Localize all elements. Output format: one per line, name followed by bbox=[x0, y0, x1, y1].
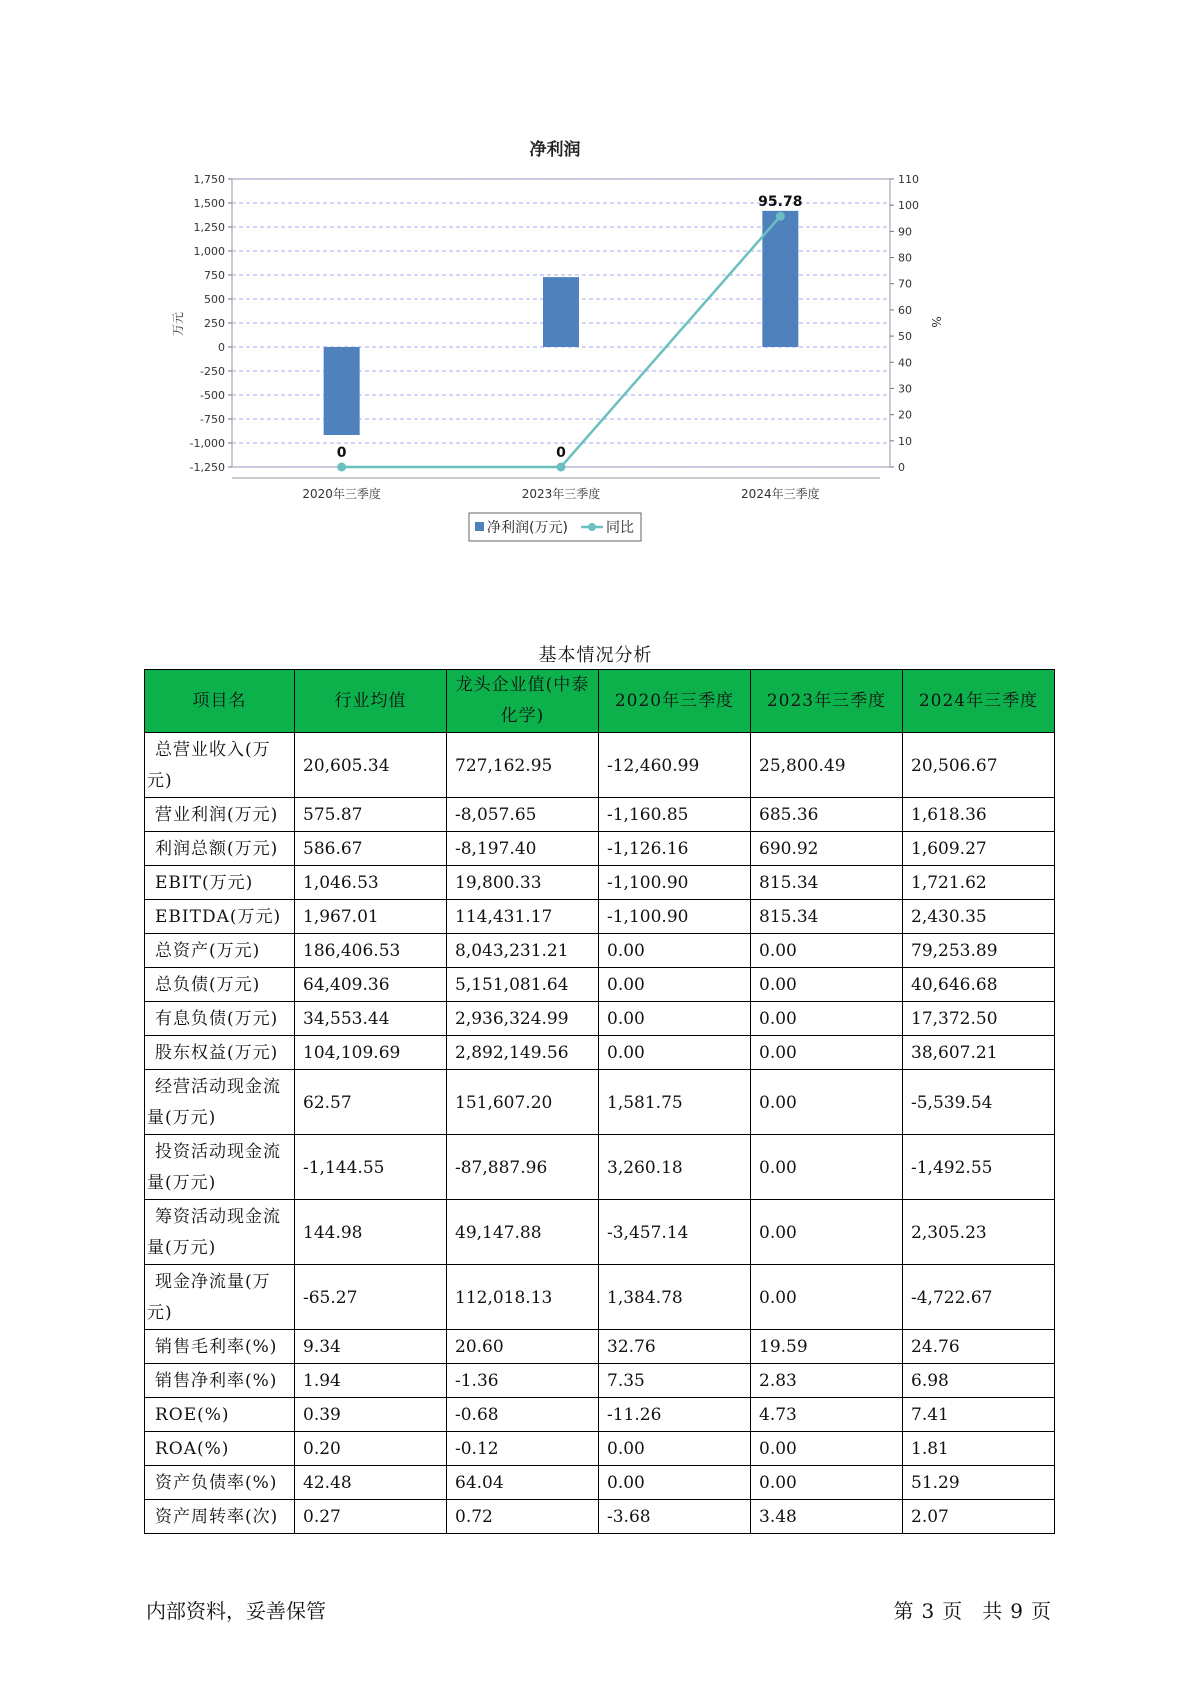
row-label bbox=[145, 1364, 295, 1398]
row-label bbox=[145, 798, 295, 832]
cell-value: 51.29 bbox=[903, 1466, 1055, 1500]
table-row bbox=[145, 733, 1055, 798]
cell-value: -1,160.85 bbox=[599, 798, 751, 832]
y-right-axis-label: % bbox=[929, 316, 943, 328]
y-tick-label: -500 bbox=[200, 389, 225, 402]
cell-value: 0.00 bbox=[751, 1432, 903, 1466]
cell-value: -1,100.90 bbox=[599, 900, 751, 934]
y-tick-label: -250 bbox=[200, 365, 225, 378]
legend-line-label: 同比 bbox=[606, 520, 634, 536]
bar bbox=[543, 277, 579, 347]
cell-value: -1,492.55 bbox=[903, 1135, 1055, 1200]
cell-value: -3,457.14 bbox=[599, 1200, 751, 1265]
y-tick-label: 1,500 bbox=[193, 197, 225, 210]
table-row bbox=[145, 1364, 1055, 1398]
table-row bbox=[145, 1330, 1055, 1364]
cell-value: 0.00 bbox=[599, 1432, 751, 1466]
y-tick-label: 500 bbox=[204, 293, 225, 306]
row-label bbox=[145, 1070, 295, 1135]
header-2023q3: 2023年三季度 bbox=[751, 670, 903, 733]
cell-value: 34,553.44 bbox=[295, 1002, 447, 1036]
cell-value: -11.26 bbox=[599, 1398, 751, 1432]
cell-value: 32.76 bbox=[599, 1330, 751, 1364]
y-right-tick-label: 30 bbox=[898, 382, 912, 396]
y-right-tick-label: 20 bbox=[898, 408, 912, 422]
y-axis-label: 万元 bbox=[171, 311, 185, 337]
table-row bbox=[145, 900, 1055, 934]
cell-value: 0.27 bbox=[295, 1500, 447, 1534]
analysis-table bbox=[144, 669, 1055, 1534]
cell-value: 1,046.53 bbox=[295, 866, 447, 900]
row-label bbox=[145, 934, 295, 968]
row-label-text: 资产负债率(%) bbox=[155, 1473, 278, 1493]
cell-value: -0.68 bbox=[447, 1398, 599, 1432]
cell-value: 2,305.23 bbox=[903, 1200, 1055, 1265]
cell-value: 0.00 bbox=[751, 1036, 903, 1070]
cell-value: -0.12 bbox=[447, 1432, 599, 1466]
cell-value: 3.48 bbox=[751, 1500, 903, 1534]
row-label bbox=[145, 1265, 295, 1330]
table-row bbox=[145, 1002, 1055, 1036]
row-label-text: 资产周转率(次) bbox=[155, 1507, 279, 1527]
cell-value: 727,162.95 bbox=[447, 733, 599, 798]
header-2020q3: 2020年三季度 bbox=[599, 670, 751, 733]
cell-value: 8,043,231.21 bbox=[447, 934, 599, 968]
net-profit-chart bbox=[150, 140, 1050, 600]
cell-value: 25,800.49 bbox=[751, 733, 903, 798]
table-row bbox=[145, 866, 1055, 900]
cell-value: 186,406.53 bbox=[295, 934, 447, 968]
cell-value: 0.00 bbox=[751, 1265, 903, 1330]
cell-value: -1.36 bbox=[447, 1364, 599, 1398]
row-label-text: 经营活动现金流量(万元) bbox=[147, 1077, 281, 1128]
cell-value: 575.87 bbox=[295, 798, 447, 832]
cell-value: -8,197.40 bbox=[447, 832, 599, 866]
cell-value: 20,605.34 bbox=[295, 733, 447, 798]
cell-value: 20,506.67 bbox=[903, 733, 1055, 798]
y-right-tick-label: 80 bbox=[898, 251, 912, 265]
cell-value: 19.59 bbox=[751, 1330, 903, 1364]
table-row bbox=[145, 1398, 1055, 1432]
table-body bbox=[145, 733, 1055, 1534]
row-label-text: 总营业收入(万元) bbox=[147, 740, 271, 791]
footer-confidential-note: 内部资料，妥善保管 bbox=[146, 1599, 326, 1623]
cell-value: -87,887.96 bbox=[447, 1135, 599, 1200]
cell-value: -8,057.65 bbox=[447, 798, 599, 832]
row-label-text: ROE(%) bbox=[155, 1405, 230, 1425]
line-point bbox=[776, 212, 785, 221]
y-tick-label: 1,250 bbox=[193, 221, 225, 234]
header-industry-avg: 行业均值 bbox=[295, 670, 447, 733]
cell-value: 5,151,081.64 bbox=[447, 968, 599, 1002]
cell-value: 0.72 bbox=[447, 1500, 599, 1534]
legend-bar-label: 净利润(万元) bbox=[487, 520, 568, 536]
y-tick-label: 1,750 bbox=[193, 173, 225, 186]
cell-value: 1,618.36 bbox=[903, 798, 1055, 832]
table-row bbox=[145, 1466, 1055, 1500]
line-point bbox=[557, 463, 566, 472]
cell-value: 1.81 bbox=[903, 1432, 1055, 1466]
y-right-tick-label: 0 bbox=[898, 461, 905, 474]
legend-bar-swatch bbox=[475, 522, 484, 531]
page-total: 9 bbox=[1010, 1599, 1023, 1623]
row-label bbox=[145, 1466, 295, 1500]
row-label-text: 现金净流量(万元) bbox=[147, 1272, 271, 1323]
cell-value: 815.34 bbox=[751, 900, 903, 934]
table-header-row bbox=[145, 670, 1055, 733]
y-tick-label: -1,000 bbox=[189, 437, 225, 450]
row-label-text: 股东权益(万元) bbox=[155, 1043, 279, 1063]
header-item-name: 项目名 bbox=[145, 670, 295, 733]
row-label bbox=[145, 1398, 295, 1432]
y-tick-label: 1,000 bbox=[193, 245, 225, 258]
y-right-tick-label: 100 bbox=[898, 199, 919, 213]
y-tick-label: 250 bbox=[204, 317, 225, 330]
row-label-text: 投资活动现金流量(万元) bbox=[147, 1142, 281, 1193]
x-tick-label: 2023年三季度 bbox=[521, 487, 601, 501]
cell-value: -1,100.90 bbox=[599, 866, 751, 900]
page-suffix: 页 bbox=[1031, 1599, 1051, 1623]
cell-value: 144.98 bbox=[295, 1200, 447, 1265]
cell-value: 2,430.35 bbox=[903, 900, 1055, 934]
row-label-text: EBITDA(万元) bbox=[155, 907, 282, 927]
row-label-text: 销售净利率(%) bbox=[155, 1371, 278, 1391]
table-row bbox=[145, 1500, 1055, 1534]
y-right-tick-label: 70 bbox=[898, 277, 912, 291]
cell-value: 38,607.21 bbox=[903, 1036, 1055, 1070]
y-right-tick-label: 90 bbox=[898, 225, 912, 239]
page-current: 3 bbox=[921, 1599, 935, 1623]
row-label bbox=[145, 1330, 295, 1364]
cell-value: 0.00 bbox=[751, 934, 903, 968]
bar bbox=[324, 347, 360, 435]
x-tick-label: 2024年三季度 bbox=[741, 487, 820, 501]
cell-value: 0.00 bbox=[751, 1002, 903, 1036]
y-tick-label: 750 bbox=[204, 269, 225, 282]
cell-value: 1,384.78 bbox=[599, 1265, 751, 1330]
cell-value: -1,126.16 bbox=[599, 832, 751, 866]
cell-value: 1.94 bbox=[295, 1364, 447, 1398]
row-label bbox=[145, 1432, 295, 1466]
cell-value: 0.00 bbox=[599, 1002, 751, 1036]
header-leader-value: 龙头企业值(中泰化学) bbox=[447, 670, 599, 733]
row-label-text: ROA(%) bbox=[155, 1439, 230, 1459]
cell-value: 79,253.89 bbox=[903, 934, 1055, 968]
cell-value: 114,431.17 bbox=[447, 900, 599, 934]
cell-value: 0.00 bbox=[599, 968, 751, 1002]
cell-value: 0.00 bbox=[751, 968, 903, 1002]
row-label-text: EBIT(万元) bbox=[155, 873, 254, 893]
row-label bbox=[145, 1135, 295, 1200]
y-right-tick-label: 110 bbox=[898, 173, 919, 186]
y-right-tick-label: 40 bbox=[898, 356, 912, 370]
cell-value: 64,409.36 bbox=[295, 968, 447, 1002]
row-label bbox=[145, 1002, 295, 1036]
table-title: 基本情况分析 bbox=[538, 645, 653, 666]
cell-value: 815.34 bbox=[751, 866, 903, 900]
cell-value: 1,609.27 bbox=[903, 832, 1055, 866]
table-row bbox=[145, 1036, 1055, 1070]
cell-value: 104,109.69 bbox=[295, 1036, 447, 1070]
cell-value: 0.00 bbox=[599, 1036, 751, 1070]
y-tick-label: -750 bbox=[200, 413, 225, 426]
cell-value: 17,372.50 bbox=[903, 1002, 1055, 1036]
cell-value: -3.68 bbox=[599, 1500, 751, 1534]
cell-value: 19,800.33 bbox=[447, 866, 599, 900]
cell-value: -1,144.55 bbox=[295, 1135, 447, 1200]
cell-value: 151,607.20 bbox=[447, 1070, 599, 1135]
cell-value: 9.34 bbox=[295, 1330, 447, 1364]
cell-value: 0.00 bbox=[599, 1466, 751, 1500]
cell-value: 1,721.62 bbox=[903, 866, 1055, 900]
cell-value: 0.00 bbox=[751, 1466, 903, 1500]
row-label-text: 利润总额(万元) bbox=[155, 839, 279, 859]
table-row bbox=[145, 934, 1055, 968]
cell-value: 0.39 bbox=[295, 1398, 447, 1432]
y-right-tick-label: 60 bbox=[898, 303, 912, 317]
row-label bbox=[145, 1500, 295, 1534]
cell-value: 6.98 bbox=[903, 1364, 1055, 1398]
cell-value: -5,539.54 bbox=[903, 1070, 1055, 1135]
data-label: 0 bbox=[556, 445, 566, 461]
row-label bbox=[145, 968, 295, 1002]
row-label-text: 销售毛利率(%) bbox=[155, 1337, 278, 1357]
cell-value: 0.20 bbox=[295, 1432, 447, 1466]
cell-value: 62.57 bbox=[295, 1070, 447, 1135]
cell-value: 0.00 bbox=[751, 1200, 903, 1265]
y-tick-label: -1,250 bbox=[189, 461, 225, 474]
table-row bbox=[145, 1070, 1055, 1135]
table-row bbox=[145, 1200, 1055, 1265]
y-right-tick-label: 10 bbox=[898, 434, 912, 448]
row-label-text: 有息负债(万元) bbox=[155, 1009, 279, 1029]
table-row bbox=[145, 1432, 1055, 1466]
data-label: 0 bbox=[336, 445, 347, 461]
row-label bbox=[145, 866, 295, 900]
cell-value: 690.92 bbox=[751, 832, 903, 866]
row-label bbox=[145, 900, 295, 934]
cell-value: 42.48 bbox=[295, 1466, 447, 1500]
cell-value: 2.07 bbox=[903, 1500, 1055, 1534]
cell-value: 4.73 bbox=[751, 1398, 903, 1432]
cell-value: 0.00 bbox=[751, 1135, 903, 1200]
cell-value: 2,936,324.99 bbox=[447, 1002, 599, 1036]
cell-value: 0.00 bbox=[599, 934, 751, 968]
row-label-text: 总负债(万元) bbox=[155, 975, 261, 995]
cell-value: 2,892,149.56 bbox=[447, 1036, 599, 1070]
cell-value: 685.36 bbox=[751, 798, 903, 832]
page-mid: 页 共 bbox=[942, 1599, 1003, 1623]
line-point bbox=[337, 463, 346, 472]
header-2024q3: 2024年三季度 bbox=[903, 670, 1055, 733]
cell-value: 2.83 bbox=[751, 1364, 903, 1398]
cell-value: -65.27 bbox=[295, 1265, 447, 1330]
cell-value: -4,722.67 bbox=[903, 1265, 1055, 1330]
table-row bbox=[145, 968, 1055, 1002]
row-label bbox=[145, 832, 295, 866]
cell-value: 40,646.68 bbox=[903, 968, 1055, 1002]
y-right-tick-label: 50 bbox=[898, 330, 912, 344]
cell-value: 7.41 bbox=[903, 1398, 1055, 1432]
data-label: 95.78 bbox=[758, 194, 803, 211]
table-row bbox=[145, 1265, 1055, 1330]
cell-value: 20.60 bbox=[447, 1330, 599, 1364]
row-label bbox=[145, 1200, 295, 1265]
table-row bbox=[145, 832, 1055, 866]
cell-value: 1,581.75 bbox=[599, 1070, 751, 1135]
row-label bbox=[145, 1036, 295, 1070]
cell-value: 24.76 bbox=[903, 1330, 1055, 1364]
cell-value: -12,460.99 bbox=[599, 733, 751, 798]
row-label-text: 营业利润(万元) bbox=[155, 805, 279, 825]
legend-line-marker bbox=[588, 523, 596, 531]
cell-value: 112,018.13 bbox=[447, 1265, 599, 1330]
table-row bbox=[145, 798, 1055, 832]
row-label-text: 筹资活动现金流量(万元) bbox=[147, 1207, 281, 1258]
cell-value: 49,147.88 bbox=[447, 1200, 599, 1265]
row-label bbox=[145, 733, 295, 798]
row-label-text: 总资产(万元) bbox=[155, 941, 261, 961]
footer-page-number bbox=[890, 1595, 1055, 1624]
cell-value: 1,967.01 bbox=[295, 900, 447, 934]
cell-value: 0.00 bbox=[751, 1070, 903, 1135]
chart-title: 净利润 bbox=[529, 140, 581, 160]
table-row bbox=[145, 1135, 1055, 1200]
cell-value: 7.35 bbox=[599, 1364, 751, 1398]
page-prefix: 第 bbox=[893, 1599, 914, 1623]
cell-value: 64.04 bbox=[447, 1466, 599, 1500]
cell-value: 586.67 bbox=[295, 832, 447, 866]
cell-value: 3,260.18 bbox=[599, 1135, 751, 1200]
x-tick-label: 2020年三季度 bbox=[302, 487, 381, 501]
y-tick-label: 0 bbox=[218, 341, 225, 354]
